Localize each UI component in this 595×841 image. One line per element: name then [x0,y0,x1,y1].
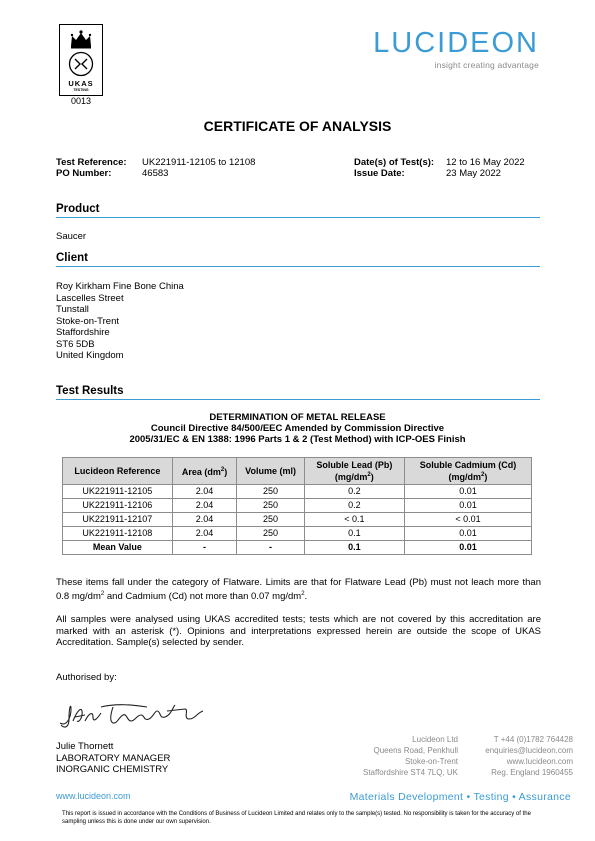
cell-volume: 250 [237,527,304,541]
test-reference-label: Test Reference: [56,157,127,168]
results-title [0,412,595,445]
product-heading: Product [56,203,540,218]
results-title-line3: 2005/31/EC & EN 1388: 1996 Parts 1 & 2 (Test Method) with ICP-OES Finish [129,434,466,445]
address-line: Queens Road, Penkhull [373,746,458,755]
signatory-role: LABORATORY MANAGER [56,752,171,764]
cell-volume: - [237,541,304,555]
issue-date-value: 23 May 2022 [446,168,501,179]
tick-circle-icon [68,51,94,77]
po-number-label: PO Number: [56,168,112,179]
cell-volume: 250 [237,485,304,499]
client-heading: Client [56,252,540,267]
results-title-line2: Council Directive 84/500/EEC Amended by Commission Directive [150,423,445,434]
col-header-cadmium: Soluble Cadmium (Cd) $(mg/dm^2)$ [404,458,531,485]
client-line: United Kingdom [56,350,124,361]
cell-area: 2.04 [172,485,237,499]
table-header-row [63,458,532,485]
issue-date-label: Issue Date: [354,168,405,179]
cell-lead: 0.1 [304,541,404,555]
limits-paragraph: These items fall under the category of Flatware. Limits are that for Flatware Lead (Pb) must not leach more than 0.8 $mg/dm^2$ and Cadmium (Cd) not more than 0.07 $mg/dm^2$. [56,577,541,602]
cell-cadmium: 0.01 [404,541,531,555]
col-header-ref: Lucideon Reference [63,458,173,485]
table-row [63,527,532,541]
test-dates-label: Date(s) of Test(s): [354,157,435,168]
cell-lead: 0.2 [304,499,404,513]
col-header-area: Area $(dm^2)$ [172,458,237,485]
table-row [63,513,532,527]
client-line: Tunstall [56,304,89,315]
signature-image [57,697,207,733]
ukas-number: 0013 [71,96,92,106]
crown-icon [68,29,94,49]
brand-logo: LUCIDEON [373,27,539,59]
table-row [63,485,532,499]
col-header-lead: Soluble Lead (Pb) $(mg/dm^2)$ [304,458,404,485]
signatory-block [56,741,170,776]
col-header-volume: Volume (ml) [237,458,304,485]
test-dates-value: 12 to 16 May 2022 [446,157,525,168]
address-line: Stoke-on-Trent [404,757,458,766]
cell-area: - [172,541,237,555]
cell-area: 2.04 [172,499,237,513]
cell-area: 2.04 [172,527,237,541]
cell-lead: 0.2 [304,485,404,499]
meta-left-values [142,157,255,179]
contact-website[interactable]: www.lucideon.com [506,757,573,766]
document-title: CERTIFICATE OF ANALYSIS [203,118,392,134]
authorised-label: Authorised by: [56,672,117,683]
table-row [63,499,532,513]
client-line: Lascelles Street [56,292,124,304]
po-number-value: 46583 [142,168,169,179]
results-table [62,457,532,555]
address-line: Lucideon Ltd [412,735,458,744]
test-reference-value: UK221911-12105 to 12108 [142,157,256,168]
disclaimer-text: This report is issued in accordance with the Conditions of Business of Lucideon Limited and relates only to the sample(s) tested. No responsibility is taken for the accuracy of the sampling unless this is done under our own supervision. [62,811,531,825]
cell-cadmium: 0.01 [404,485,531,499]
cell-ref: UK221911-12107 [63,513,173,527]
ukas-logo [59,24,103,96]
cell-volume: 250 [237,513,304,527]
cell-cadmium: < 0.01 [404,513,531,527]
client-line: Roy Kirkham Fine Bone China [56,281,184,292]
client-line: ST6 5DB [56,338,95,350]
meta-right-values [446,157,525,179]
cell-cadmium: 0.01 [404,499,531,513]
client-line: Stoke-on-Trent [56,315,120,327]
client-line: Staffordshire [56,327,110,338]
footer-tagline: Materials Development • Testing • Assurance [349,791,571,803]
footer-address [363,734,458,778]
cell-volume: 250 [237,499,304,513]
table-row-mean [63,541,532,555]
contact-email[interactable]: enquiries@lucideon.com [485,746,573,755]
signatory-name: Julie Thornett [56,741,114,752]
client-address [56,281,184,362]
cell-ref: UK221911-12105 [63,485,173,499]
accreditation-paragraph: All samples were analysed using UKAS accredited tests; tests which are not covered by this accreditation are marked with an asterisk (*). Opinions and interpretations expressed herein are outside the scope of UKAS Accreditation. Sample(s) selected by sender. [56,614,541,648]
company-registration: Reg. England 1960455 [491,768,573,777]
product-value: Saucer [56,231,87,242]
cell-ref: UK221911-12108 [63,527,173,541]
signatory-department: INORGANIC CHEMISTRY [56,764,169,775]
cell-ref: Mean Value [63,541,173,555]
contact-phone: T +44 (0)1782 764428 [493,735,573,744]
footer-contact [485,734,573,778]
address-line: Staffordshire ST4 7LQ, UK [362,768,458,777]
website-link[interactable]: www.lucideon.com [56,791,131,801]
test-results-heading: Test Results [56,385,540,400]
results-title-line1: DETERMINATION OF METAL RELEASE [209,412,386,423]
brand-tagline: insight creating advantage [434,60,539,70]
meta-right-labels [354,157,434,179]
cell-lead: < 0.1 [304,513,404,527]
ukas-sub-label: TESTING [73,88,89,92]
meta-left-labels [56,157,127,179]
cell-ref: UK221911-12106 [63,499,173,513]
cell-cadmium: 0.01 [404,527,531,541]
cell-area: 2.04 [172,513,237,527]
ukas-label: UKAS [68,79,94,88]
cell-lead: 0.1 [304,527,404,541]
